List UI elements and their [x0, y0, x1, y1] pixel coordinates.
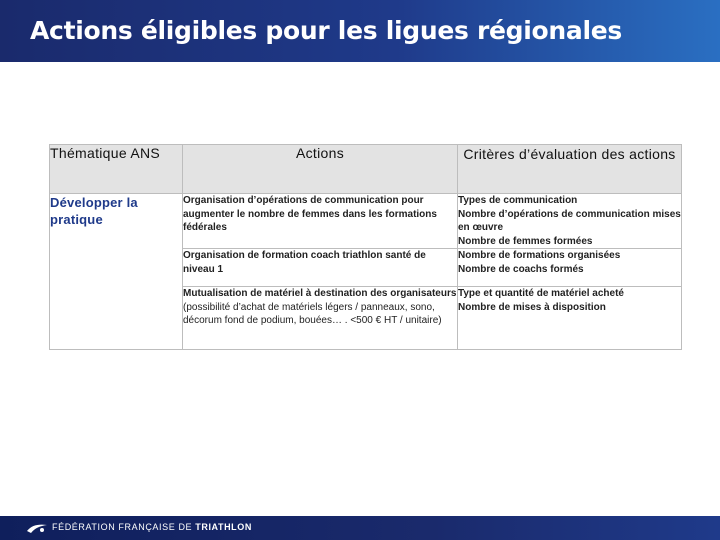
column-header-actions: Actions: [183, 145, 458, 194]
criteria-line: Nombre d’opérations de communication mises en œuvre: [458, 208, 681, 233]
criteria-line: Nombre de formations organisées: [458, 250, 621, 261]
table-header-row: [50, 145, 682, 194]
criteria-cell: [458, 194, 682, 249]
criteria-line: Nombre de femmes formées: [458, 235, 593, 247]
theme-cell: Développer la pratique: [50, 194, 183, 350]
title-bar: [0, 0, 720, 62]
action-cell: [183, 287, 458, 350]
criteria-cell: [458, 287, 682, 350]
footer-org-suffix: TRIATHLON: [195, 522, 252, 532]
action-detail-text: (possibilité d’achat de matériels légers / panneaux, sono, décorum fond de podium, bouées… . <500 € HT / unitaire): [183, 301, 442, 326]
ftri-swoosh-icon: [26, 521, 48, 535]
footer-org-name: [52, 522, 252, 532]
column-header-thematique: Thématique ANS: [50, 145, 183, 194]
page-title: Actions éligibles pour les ligues régionales: [30, 16, 622, 45]
action-cell: Organisation de formation coach triathlon santé de niveau 1: [183, 249, 458, 287]
criteria-line: Type et quantité de matériel acheté: [458, 288, 624, 299]
action-cell: Organisation d’opérations de communication pour augmenter le nombre de femmes dans les formations fédérales: [183, 194, 458, 249]
action-bold-text: Mutualisation de matériel à destination des organisateurs: [183, 288, 457, 299]
criteria-line: Nombre de mises à disposition: [458, 301, 606, 313]
criteria-line: Nombre de coachs formés: [458, 263, 584, 275]
footer-bar: [0, 516, 720, 540]
column-header-criteres: Critères d’évaluation des actions: [458, 145, 682, 194]
criteria-line: Types de communication: [458, 195, 578, 206]
criteria-cell: [458, 249, 682, 287]
footer-org-prefix: FÉDÉRATION FRANÇAISE DE: [52, 522, 196, 532]
actions-table: [49, 144, 682, 350]
table-row: [50, 194, 682, 249]
